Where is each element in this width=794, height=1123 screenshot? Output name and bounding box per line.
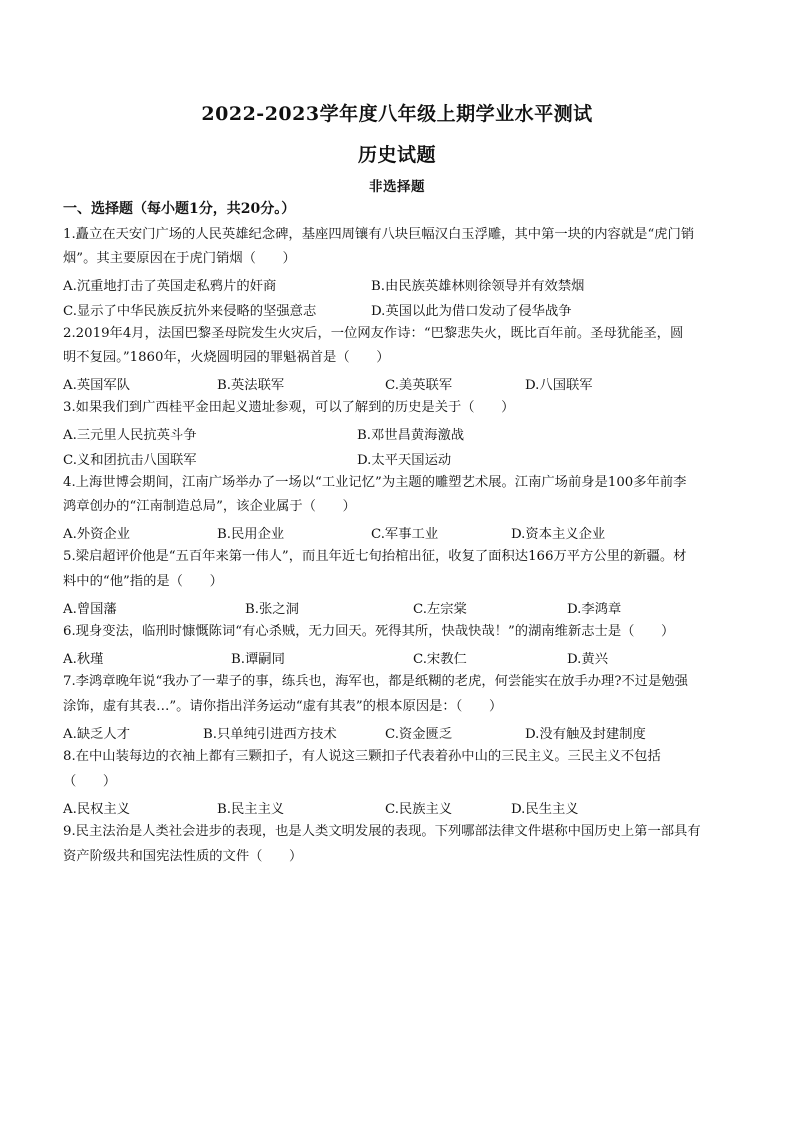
question-8-option-a: A.民权主义	[63, 802, 131, 817]
question-7-option-c: C.资金匮乏	[385, 727, 453, 742]
question-1-option-c: C.显示了中华民族反抗外来侵略的坚强意志	[63, 304, 317, 319]
question-9-line-1: 9.民主法治是人类社会进步的表现，也是人类文明发展的表现。下列哪部法律文件堪称中国历史上第一部具有	[63, 824, 701, 839]
question-5-option-a: A.曾国藩	[63, 602, 117, 617]
question-3-option-b: B.邓世昌黄海激战	[357, 428, 465, 443]
question-9-line-2: 资产阶级共和国宪法性质的文件（ ）	[63, 849, 303, 864]
question-3-option-d: D.太平天国运动	[357, 453, 452, 468]
question-8-option-c: C.民族主义	[385, 802, 453, 817]
question-4-option-a: A.外资企业	[63, 527, 131, 542]
question-6-option-b: B.谭嗣同	[231, 652, 285, 667]
section-label: 非选择题	[369, 179, 425, 195]
question-4-line-2: 鸿章创办的“江南制造总局”，该企业属于（ ）	[63, 499, 356, 514]
exam-title: 2022-2023学年度八年级上期学业水平测试	[201, 103, 593, 125]
question-6-option-a: A.秋瑾	[63, 652, 104, 667]
question-6-option-c: C.宋教仁	[413, 652, 467, 667]
question-5-line-2: 料中的“他”指的是（ ）	[63, 574, 223, 589]
question-3-line-1: 3.如果我们到广西桂平金田起义遗址参观，可以了解到的历史是关于（ ）	[63, 400, 515, 415]
question-2-option-b: B.英法联军	[217, 378, 285, 393]
question-2-option-d: D.八国联军	[525, 378, 593, 393]
question-8-line-1: 8.在中山装每边的衣袖上都有三颗扣子，有人说这三颗扣子代表着孙中山的三民主义。三民主义不包括	[63, 749, 661, 764]
question-5-line-1: 5.梁启超评价他是“五百年来第一伟人”，而且年近七旬抬棺出征，收复了面积达166万平方公里的新疆。材	[63, 549, 687, 564]
question-4-option-c: C.军事工业	[371, 527, 439, 542]
question-8-option-b: B.民主主义	[217, 802, 285, 817]
question-7-option-b: B.只单纯引进西方技术	[203, 727, 337, 742]
question-2-option-a: A.英国军队	[63, 378, 131, 393]
question-5-option-c: C.左宗棠	[413, 602, 467, 617]
question-5-option-d: D.李鸿章	[567, 602, 622, 617]
question-6-line-1: 6.现身变法，临刑时慷慨陈词“有心杀贼，无力回天。死得其所，快哉快哉！”的湖南维新志士是（ ）	[63, 624, 675, 639]
question-8-line-2: （ ）	[63, 774, 117, 789]
question-5-option-b: B.张之洞	[245, 602, 299, 617]
question-1-option-b: B.由民族英雄林则徐领导并有效禁烟	[371, 279, 585, 294]
question-2-line-1: 2.2019年4月，法国巴黎圣母院发生火灾后，一位网友作诗：“巴黎悲失火，既比百年前。圣母犹能圣，圆	[63, 326, 684, 341]
question-4-option-d: D.资本主义企业	[511, 527, 606, 542]
question-1-line-2: 烟”。其主要原因在于虎门销烟（ ）	[63, 251, 296, 266]
question-7-option-a: A.缺乏人才	[63, 727, 131, 742]
question-3-option-c: C.义和团抗击八国联军	[63, 453, 197, 468]
question-7-option-d: D.没有触及封建制度	[525, 727, 646, 742]
question-1-line-1: 1.矗立在天安门广场的人民英雄纪念碑，基座四周镶有八块巨幅汉白玉浮雕，其中第一块的内容就是“虎门销	[63, 227, 695, 242]
question-7-line-1: 7.李鸿章晚年说“我办了一辈子的事，练兵也，海军也，都是纸糊的老虎，何尝能实在放手办理?不过是勉强	[63, 674, 688, 689]
question-3-option-a: A.三元里人民抗英斗争	[63, 428, 197, 443]
question-4-option-b: B.民用企业	[217, 527, 285, 542]
question-1-option-d: D.英国以此为借口发动了侵华战争	[371, 304, 572, 319]
section-heading: 一、选择题（每小题1分，共20分。）	[63, 201, 296, 217]
question-2-option-c: C.美英联军	[385, 378, 453, 393]
question-7-line-2: 涂饰，虚有其表…”。请你指出洋务运动“虚有其表”的根本原因是：（ ）	[63, 699, 503, 714]
question-2-line-2: 明不复园。”1860年，火烧圆明园的罪魁祸首是（ ）	[63, 350, 390, 365]
question-1-option-a: A.沉重地打击了英国走私鸦片的奸商	[63, 279, 277, 294]
question-8-option-d: D.民生主义	[511, 802, 579, 817]
question-6-option-d: D.黄兴	[567, 652, 609, 667]
exam-subtitle: 历史试题	[357, 144, 436, 166]
question-4-line-1: 4.上海世博会期间，江南广场举办了一场以“工业记忆”为主题的雕塑艺术展。江南广场前身是100多年前李	[63, 475, 687, 490]
